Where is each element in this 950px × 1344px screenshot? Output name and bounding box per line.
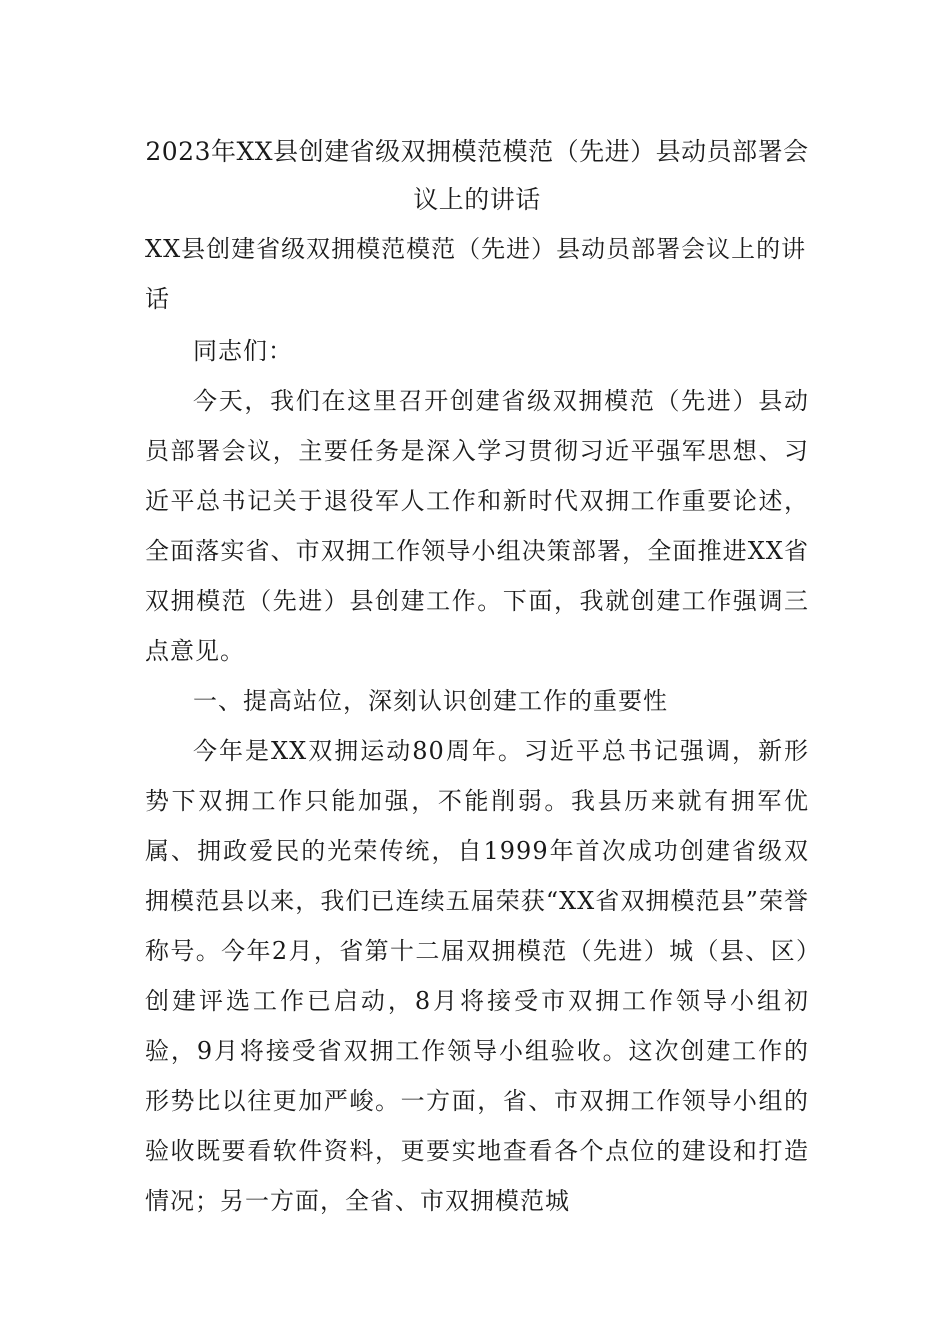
intro-paragraph: 今天，我们在这里召开创建省级双拥模范（先进）县动员部署会议，主要任务是深入学习贯彻习近平强军思想、习近平总书记关于退役军人工作和新时代双拥工作重要论述，全面落实省、市双拥工作领导小组决策部署，全面推进XX省双拥模范（先进）县创建工作。下面，我就创建工作强调三点意见。	[145, 387, 809, 665]
document-title: 2023年XX县创建省级双拥模范模范（先进）县动员部署会议上的讲话	[145, 137, 809, 214]
section-heading: 一、提高站位，深刻认识创建工作的重要性	[193, 687, 668, 715]
body-paragraph: 今年是XX双拥运动80周年。习近平总书记强调，新形势下双拥工作只能加强，不能削弱。我县历来就有拥军优属、拥政爱民的光荣传统，自1999年首次成功创建省级双拥模范县以来，我们已连续五届荣获“XX省双拥模范县”荣誉称号。今年2月，省第十二届双拥模范（先进）城（县、区）创建评选工作已启动，8月将接受市双拥工作领导小组初验，9月将接受省双拥工作领导小组验收。这次创建工作的形势比以往更加严峻。一方面，省、市双拥工作领导小组的验收既要看软件资料，更要实地查看各个点位的建设和打造情况；另一方面，全省、市双拥模范城	[145, 737, 809, 1215]
salutation: 同志们：	[193, 337, 293, 365]
document-subtitle: XX县创建省级双拥模范模范（先进）县动员部署会议上的讲话	[145, 235, 807, 313]
document-body	[145, 128, 809, 1226]
